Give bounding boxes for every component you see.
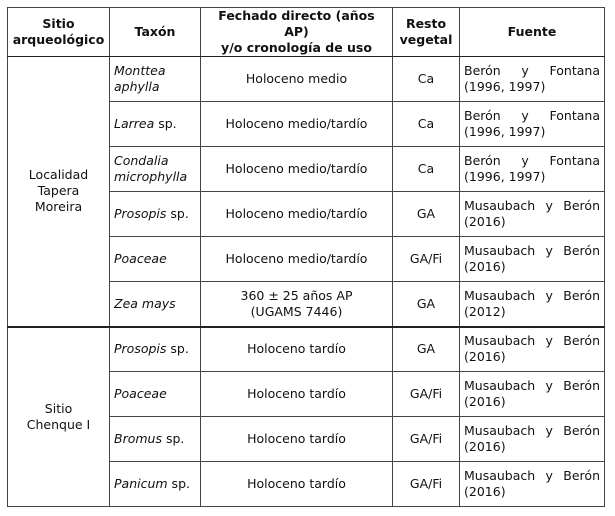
rest-cell: GA: [393, 282, 460, 327]
date-cell: Holoceno medio: [201, 57, 393, 102]
table-row: [8, 57, 605, 102]
rest-cell: GA/Fi: [393, 417, 460, 462]
taxon-cell: Zea mays: [110, 282, 201, 327]
date-cell: Holoceno tardío: [201, 462, 393, 507]
date-cell: Holoceno medio/tardío: [201, 102, 393, 147]
date-cell: Holoceno medio/tardío: [201, 147, 393, 192]
header-source: Fuente: [460, 8, 605, 57]
taxon-cell: Monttea aphylla: [110, 57, 201, 102]
header-row: [8, 8, 605, 57]
source-cell: Musaubach y Berón (2012): [460, 282, 605, 327]
date-cell: Holoceno medio/tardío: [201, 237, 393, 282]
source-cell: Musaubach y Berón (2016): [460, 417, 605, 462]
table-row: [8, 327, 605, 372]
header-taxon: Taxón: [110, 8, 201, 57]
rest-cell: Ca: [393, 102, 460, 147]
rest-cell: Ca: [393, 57, 460, 102]
source-cell: Musaubach y Berón (2016): [460, 327, 605, 372]
rest-cell: GA/Fi: [393, 462, 460, 507]
taxon-cell: Condalia microphylla: [110, 147, 201, 192]
taxon-cell: Panicum sp.: [110, 462, 201, 507]
source-cell: Berón y Fontana (1996, 1997): [460, 57, 605, 102]
rest-cell: GA: [393, 192, 460, 237]
taxon-cell: Bromus sp.: [110, 417, 201, 462]
site-cell-tapera-moreira: Localidad Tapera Moreira: [8, 57, 110, 327]
data-table: [7, 7, 605, 507]
site-cell-chenque-i: Sitio Chenque I: [8, 327, 110, 507]
source-cell: Berón y Fontana (1996, 1997): [460, 102, 605, 147]
source-cell: Musaubach y Berón (2016): [460, 192, 605, 237]
source-cell: Berón y Fontana (1996, 1997): [460, 147, 605, 192]
source-cell: Musaubach y Berón (2016): [460, 462, 605, 507]
rest-cell: Ca: [393, 147, 460, 192]
date-cell: Holoceno tardío: [201, 372, 393, 417]
taxon-cell: Larrea sp.: [110, 102, 201, 147]
taxon-cell: Prosopis sp.: [110, 327, 201, 372]
date-cell: Holoceno tardío: [201, 327, 393, 372]
rest-cell: GA/Fi: [393, 372, 460, 417]
taxon-cell: Poaceae: [110, 372, 201, 417]
header-site: Sitio arqueológico: [8, 8, 110, 57]
source-cell: Musaubach y Berón (2016): [460, 372, 605, 417]
date-cell: Holoceno medio/tardío: [201, 192, 393, 237]
rest-cell: GA/Fi: [393, 237, 460, 282]
taxon-cell: Prosopis sp.: [110, 192, 201, 237]
date-cell: 360 ± 25 años AP (UGAMS 7446): [201, 282, 393, 327]
source-cell: Musaubach y Berón (2016): [460, 237, 605, 282]
rest-cell: GA: [393, 327, 460, 372]
taxon-cell: Poaceae: [110, 237, 201, 282]
date-cell: Holoceno tardío: [201, 417, 393, 462]
header-date: Fechado directo (años AP) y/o cronología de uso: [201, 8, 393, 57]
header-rest: Resto vegetal: [393, 8, 460, 57]
